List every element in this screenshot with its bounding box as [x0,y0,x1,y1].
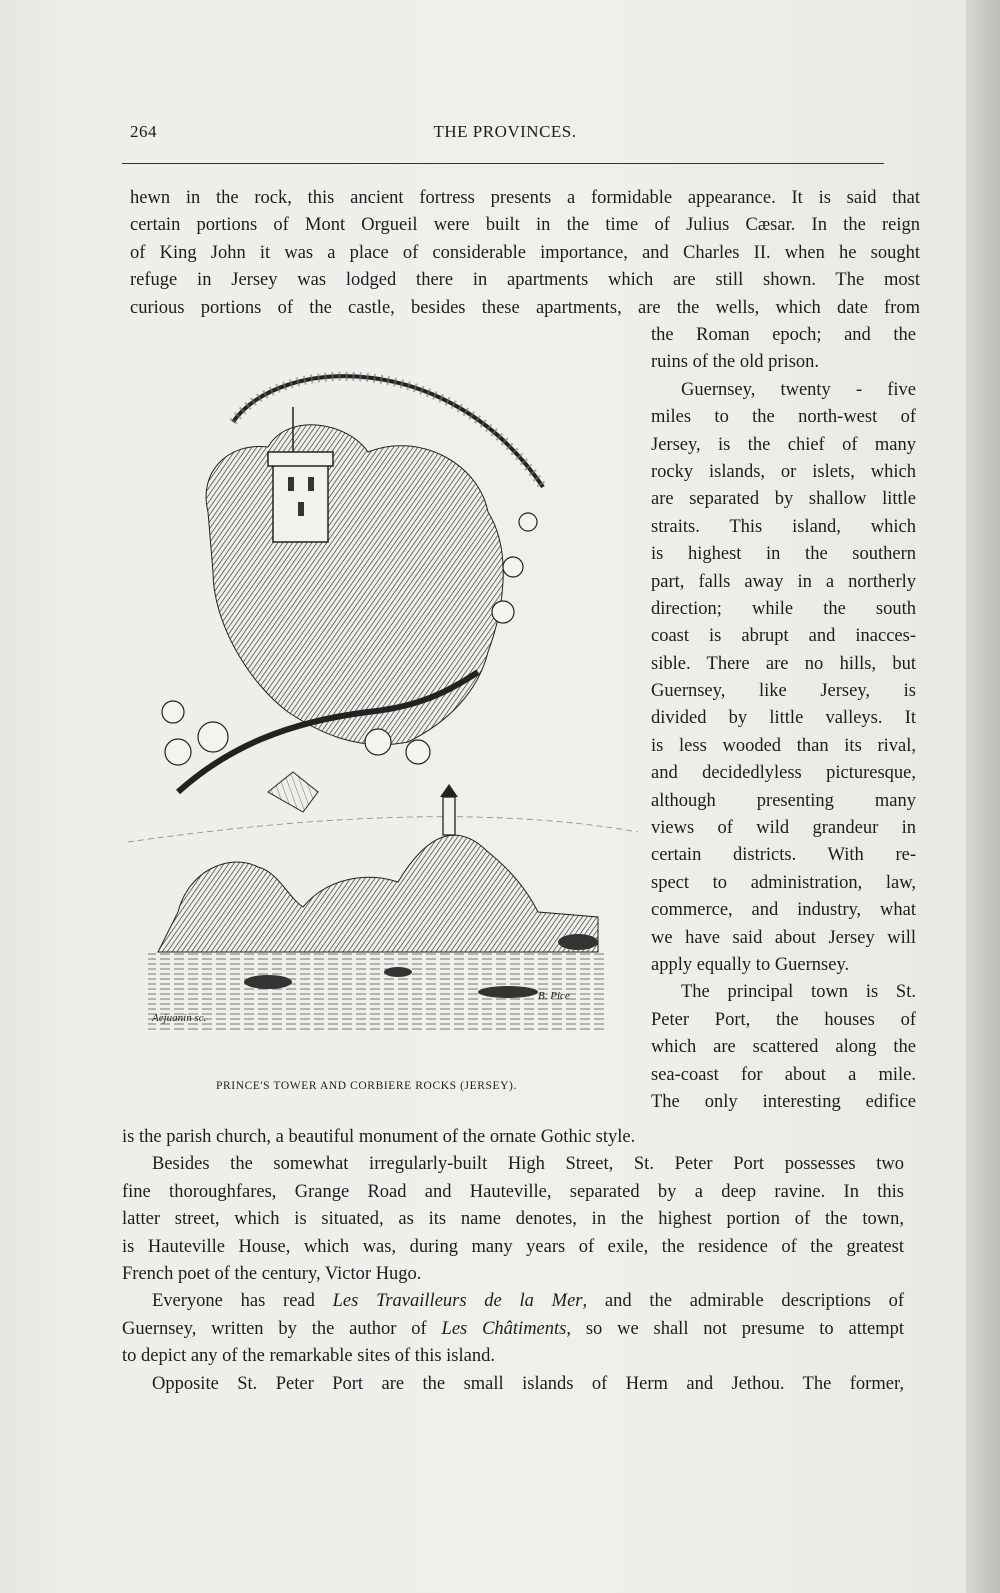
text-line: Besides the somewhat irregularly-built High Street, St. Peter Port possesses two [152,1154,904,1175]
illustration-caption: PRINCE'S TOWER AND CORBIERE ROCKS (JERSEY). [216,1080,517,1092]
text-line: refuge in Jersey was lodged there in apartments which are still shown. The most [130,270,920,291]
text-line: The only interesting edifice [651,1091,916,1112]
text-line: are separated by shallow little [651,489,916,510]
text-line: Peter Port, the houses of [651,1009,916,1030]
text-line: fine thoroughfares, Grange Road and Hauteville, separated by a deep ravine. In this [122,1181,904,1202]
text-line: divided by little valleys. It [651,708,916,729]
text-line: to depict any of the remarkable sites of this island. [122,1346,495,1367]
text-line: is less wooded than its rival, [651,735,916,756]
text-line: which are scattered along the [651,1037,916,1058]
text-line: the Roman epoch; and the [651,325,916,345]
text-line: latter street, which is situated, as its name denotes, in the highest portion of the town, [122,1209,904,1230]
page-header [130,122,880,148]
text-span: , and the admirable descriptions of [582,1291,904,1312]
text-line: French poet of the century, Victor Hugo. [122,1263,422,1284]
text-line: spect to administration, law, [651,872,916,893]
engraving-drawing [118,352,648,1072]
text-line: sible. There are no hills, but [651,653,916,674]
text-line: commerce, and industry, what [651,900,916,921]
text-line: Jersey, is the chief of many [651,434,916,455]
book-title: Les Châtiments [441,1318,567,1339]
engraving-illustration [118,352,648,1072]
text-line [122,1316,904,1343]
text-line: views of wild grandeur in [651,818,916,839]
text-line: direction; while the south [651,598,916,619]
engraver-signature: Aejuanin sc. [152,1012,207,1024]
text-line: straits. This island, which [651,516,916,537]
text-line: part, falls away in a northerly [651,571,916,592]
text-line: although presenting many [651,790,916,811]
text-line: certain districts. With re- [651,845,916,866]
text-line: Guernsey, like Jersey, is [651,681,916,702]
book-title: Les Travailleurs de la Mer [332,1291,583,1312]
page-number: 264 [130,122,157,141]
text-line: Guernsey, twenty - five [681,379,916,400]
text-span: Everyone has read [152,1291,333,1312]
text-line: ruins of the old prison. [651,352,820,373]
text-span: , so we shall not presume to attempt [566,1318,904,1339]
text-line: apply equally to Guernsey. [651,954,850,975]
text-line: Opposite St. Peter Port are the small islands of Herm and Jethou. The former, [152,1373,904,1394]
text-line: is highest in the southern [651,544,916,565]
text-line: is Hauteville House, which was, during many years of exile, the residence of the greatest [122,1236,904,1257]
text-span: Guernsey, written by the author of [122,1318,442,1339]
header-rule [122,163,884,164]
top-paragraph [130,185,920,322]
text-line: we have said about Jersey will [651,927,916,948]
text-line: rocky islands, or islets, which [651,461,916,482]
side-column [651,322,916,1116]
artist-signature: B. Pice [538,990,570,1002]
bottom-paragraphs [122,1124,904,1398]
text-line: hewn in the rock, this ancient fortress presents a formidable appearance. It is said that [130,188,920,208]
text-line: sea-coast for about a mile. [651,1064,916,1085]
running-head: THE PROVINCES. [433,122,577,141]
text-line [122,1288,904,1315]
text-line: and decidedlyless picturesque, [651,763,916,784]
text-line: of King John it was a place of considerable importance, and Charles II. when he sought [130,242,920,263]
text-line: curious portions of the castle, besides these apartments, are the wells, which date from [130,297,920,318]
text-line: is the parish church, a beautiful monument of the ornate Gothic style. [122,1127,636,1147]
text-line: miles to the north-west of [651,407,916,428]
text-line: coast is abrupt and inacces- [651,626,916,647]
text-line: certain portions of Mont Orgueil were built in the time of Julius Cæsar. In the reign [130,215,920,236]
page-edge-shadow [966,0,1000,1593]
text-line: The principal town is St. [681,982,916,1003]
